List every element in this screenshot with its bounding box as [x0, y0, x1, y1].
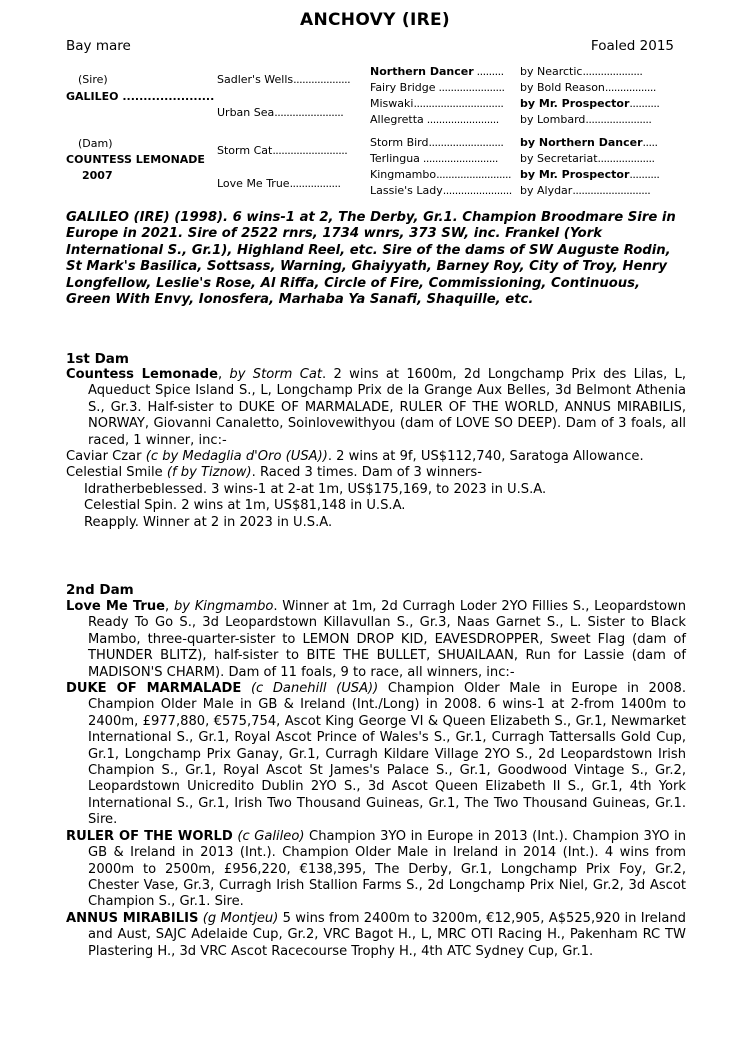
granddaughter-foal: Idratherbeblessed. 3 wins-1 at 2-at 1m, US$175,169, to 2023 in U.S.A.: [84, 481, 547, 497]
g4-8: by Alydar..........................: [520, 184, 651, 197]
grandsire-paternal: Sadler's Wells...................: [217, 73, 351, 86]
second-dam-section: [66, 599, 686, 960]
granddam-paternal: Urban Sea.......................: [217, 106, 344, 119]
sire-tag: (Sire): [78, 73, 108, 86]
first-dam-heading: 1st Dam: [66, 351, 129, 367]
g4-4: by Lombard......................: [520, 113, 652, 126]
g4-6: by Secretariat...................: [520, 152, 655, 165]
g3-3: Miswaki..............................: [370, 97, 504, 110]
foal-entry: RULER OF THE WORLD (c Galileo) Champion 3YO in Europe in 2013 (Int.). Champion 3YO in GB & Ireland in 2013 (Int.). Champion Older Male in Ireland in 2014 (Int.). 4 wins from 2000m to 2500m, £956,220, €138,395, The Derby, Gr.1, Longchamp Prix Foy, Gr.2, Chester Vase, Gr.3, Curragh Irish Stallion Farms S., 2d Longchamp Prix Niel, Gr.2, 3d Ascot Champion S., Gr.1. Sire.: [66, 828, 686, 910]
horse-title: ANCHOVY (IRE): [300, 10, 450, 30]
g3-8: Lassie's Lady.......................: [370, 184, 512, 197]
g3-7: Kingmambo.........................: [370, 168, 512, 181]
second-dam-entry: Love Me True, by Kingmambo. Winner at 1m, 2d Curragh Loder 2YO Fillies S., Leopardstown Ready To Go S., 3d Leopardstown Killavullan S., Gr.3, Naas Garnet S., L. Sister to Black Mambo, three-quarter-sister to LEMON DROP KID, EAVESDROPPER, Sweet Flag (dam of THUNDER BLITZ), half-sister to BITE THE BULLET, SHUAILAAN, Run for Lassie (dam of MADISON'S CHARM). Dam of 11 foals, 9 to race, all winners, inc:-: [66, 599, 686, 680]
dam-name: COUNTESS LEMONADE: [66, 153, 205, 166]
foaled-year: Foaled 2015: [590, 38, 674, 54]
g3-1: Northern Dancer .........: [370, 65, 504, 78]
granddaughter-foal: Celestial Spin. 2 wins at 1m, US$81,148 in U.S.A.: [84, 498, 406, 514]
grandsire-maternal: Storm Cat.........................: [217, 144, 348, 157]
granddaughter-foal: Reapply. Winner at 2 in 2023 in U.S.A.: [84, 514, 333, 530]
dam-year: 2007: [82, 169, 113, 182]
color-sex: Bay mare: [66, 38, 131, 54]
g3-2: Fairy Bridge ......................: [370, 81, 505, 94]
foal-entry: DUKE OF MARMALADE (c Danehill (USA)) Champion Older Male in Europe in 2008. Champion Older Male in GB & Ireland (Int./Long) in 2008. 6 wins-1 at 2-from 1400m to 2400m, £977,880, €575,754, Ascot King George VI & Queen Elizabeth S., Gr.1, Newmarket International S., Gr.1, Royal Ascot Prince of Wales's S., Gr.1, Curragh Tattersalls Gold Cup, Gr.1, Longchamp Prix Ganay, Gr.1, Curragh Kildare Village 2YO S., 2d Leopardstown Irish Champion S., Gr.1, Royal Ascot St James's Palace S., Gr.1, Goodwood Vintage S., Gr.2, Leopardstown Unicredito Dublin 2YO S., 3d Ascot Queen Elizabeth II S., Gr.1, 4th York International S., Gr.1, Irish Two Thousand Guineas, Gr.1, The Two Thousand Guineas, Gr.1. Sire.: [66, 681, 686, 828]
g3-4: Allegretta ........................: [370, 113, 499, 126]
first-dam-entry: Countess Lemonade, by Storm Cat. 2 wins at 1600m, 2d Longchamp Prix des Lilas, L, Aqueduct Spice Island S., L, Longchamp Prix de la Grange Aux Belles, 3d Belmont Athenia S., Gr.3. Half-sister to DUKE OF MARMALADE, RULER OF THE WORLD, ANNUS MIRABILIS, NORWAY, Giovanni Canaletto, Soinlovewithyou (dam of LOVE SO DEEP). Dam of 3 foals, all raced, 1 winner, inc:-: [66, 367, 686, 448]
first-dam-section: [66, 367, 686, 531]
g3-6: Terlingua .........................: [370, 152, 498, 165]
second-dam-heading: 2nd Dam: [66, 582, 134, 598]
foal-entry: ANNUS MIRABILIS (g Montjeu) 5 wins from 2400m to 3200m, €12,905, A$525,920 in Ireland and Aust, SAJC Adelaide Cup, Gr.2, VRC Bagot H., L, MRC OTI Racing H., Pakenham RC TW Plastering H., 3d VRC Ascot Racecourse Trophy H., 4th ATC Sydney Cup, Gr.1.: [66, 910, 686, 959]
dam-tag: (Dam): [78, 137, 113, 150]
g4-1: by Nearctic....................: [520, 65, 643, 78]
granddam-maternal: Love Me True.................: [217, 177, 341, 190]
foal-entry: Celestial Smile (f by Tiznow). Raced 3 times. Dam of 3 winners-: [66, 465, 482, 481]
foal-entry: Caviar Czar (c by Medaglia d'Oro (USA)). 2 wins at 9f, US$112,740, Saratoga Allowance.: [66, 449, 644, 465]
sire-name: GALILEO ......................: [66, 90, 215, 103]
g4-3: by Mr. Prospector..........: [520, 97, 660, 110]
g4-5: by Northern Dancer.....: [520, 136, 658, 149]
sire-summary: GALILEO (IRE) (1998). 6 wins-1 at 2, The Derby, Gr.1. Champion Broodmare Sire in Europe in 2021. Sire of 2522 rnrs, 1734 wnrs, 373 SW, inc. Frankel (York International S., Gr.1), Highland Reel, etc. Sire of the dams of SW Auguste Rodin, St Mark's Basilica, Sottsass, Warning, Ghaiyyath, Barney Roy, City of Troy, Henry Longfellow, Leslie's Rose, Al Riffa, Circle of Fire, Commissioning, Continuous, Green With Envy, Ionosfera, Marhaba Ya Sanafi, Shaquille, etc.: [66, 210, 676, 308]
g3-5: Storm Bird.........................: [370, 136, 504, 149]
g4-7: by Mr. Prospector..........: [520, 168, 660, 181]
g4-2: by Bold Reason.................: [520, 81, 656, 94]
